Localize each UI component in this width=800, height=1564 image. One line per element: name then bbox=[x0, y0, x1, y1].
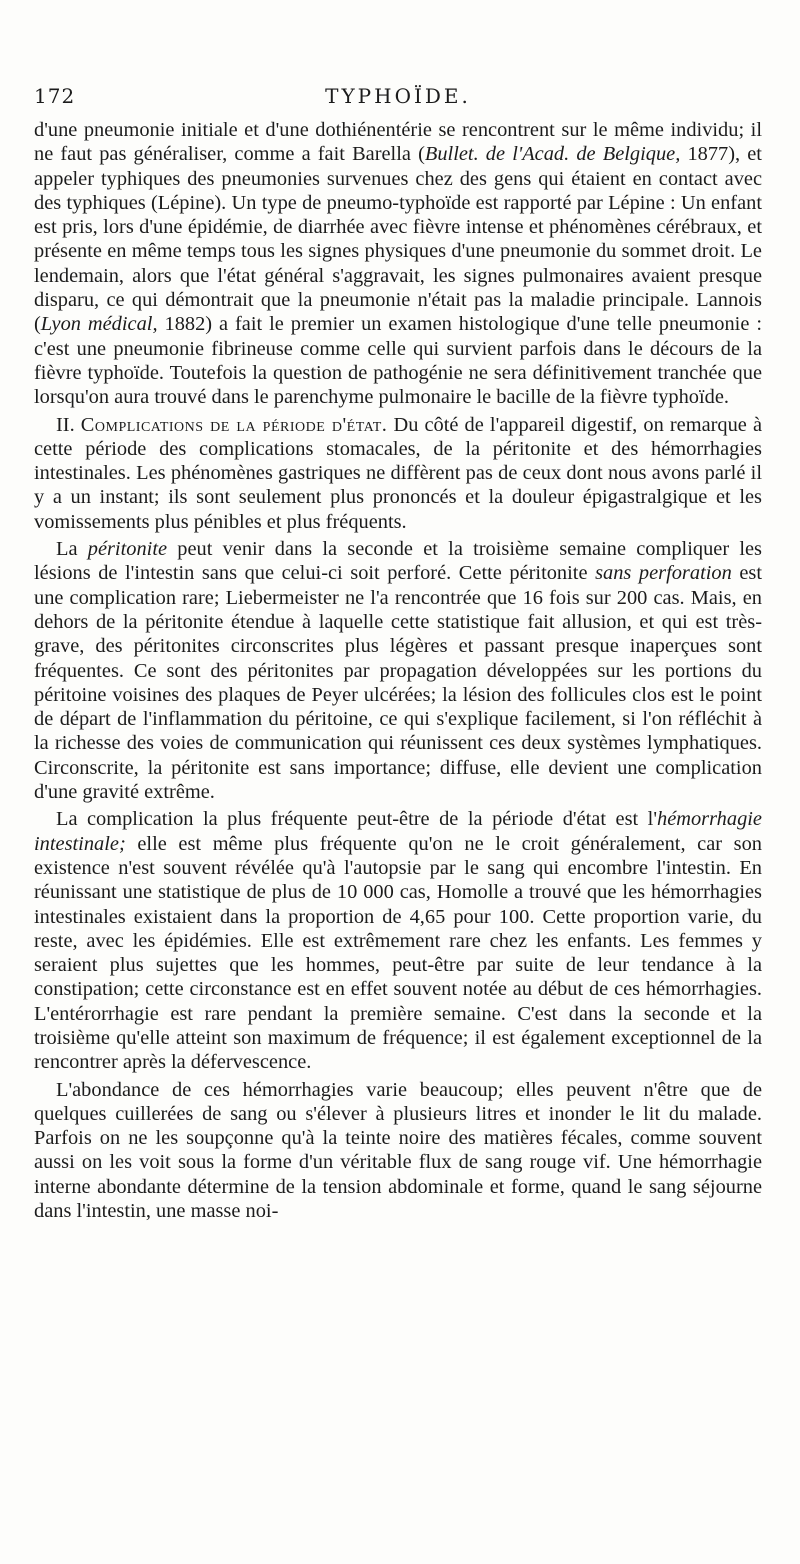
text-run: 1877), et appeler typhiques des pneumonies survenues chez des gens qui étaient en contact avec des typhiques (Lépine). Un type de pneumo-typhoïde est rapporté par Lépine : Un enfant est pris, lors d'une épidémie, de diarrhée avec fièvre intense et phénomènes cérébraux, et présente en même temps tous les signes physiques d'une pneumonie du sommet droit. Le lendemain, alors que l'état général s'aggravait, les signes pulmonaires avaient presque disparu, ce qui démontrait que la pneumonie n'était pas la maladie principale. Lannois ( bbox=[34, 143, 762, 336]
running-head bbox=[34, 84, 762, 114]
text-run: La complication la plus fréquente peut-être de la période d'état est l' bbox=[56, 808, 658, 831]
page-number: 172 bbox=[34, 84, 76, 108]
italic-text: Lyon médical, bbox=[40, 313, 158, 336]
paragraph-pneumonie bbox=[34, 118, 762, 410]
text-run: La bbox=[56, 538, 88, 561]
paragraph-hemorrhagie bbox=[34, 807, 762, 1074]
italic-text: péritonite bbox=[87, 538, 168, 561]
italic-text: Bullet. de l'Acad. de Belgique, bbox=[424, 143, 681, 166]
paragraph-peritonite bbox=[34, 537, 762, 804]
text-run: elle est même plus fréquente qu'on ne le croit généralement, car son existence n'est souvent révélée qu'à l'autopsie par le sang qui encombre l'intestin. En réunissant une statistique de plus de 10 000 cas, Homolle a trouvé que les hémorrhagies intestinales existaient dans la proportion de 4,65 pour 100. Cette proportion varie, du reste, avec les épidémies. Elle est extrêmement rare chez les enfants. Les femmes y seraient plus sujettes que les hommes, peut-être par suite de leur tendance à la constipation; cette circonstance est en effet souvent notée au début de ces hémorrhagies. L'entérorrhagie est rare pendant la première semaine. C'est dans la seconde et la troisième qu'elle atteint son maximum de fréquence; il est également exceptionnel de la rencontrer après la défervescence. bbox=[34, 832, 762, 1074]
text-run: Du côté de l'appareil digestif, on remarque à cette période des complications stomacales, de la péritonite et des hémorrhagies intestinales. Les phénomènes gastriques ne diffèrent pas de ceux dont nous avons parlé il y a un instant; ils sont seulement plus prononcés et la douleur épigastralgique et les vomissements plus pénibles et plus fréquents. bbox=[34, 413, 762, 533]
text-run: 1882) a fait le premier un examen histologique d'une telle pneumonie : c'est une pneumonie fibrineuse comme celle qui survient parfois dans le décours de la fièvre typhoïde. Toutefois la question de pathogénie ne sera définitivement tranchée que lorsqu'on aura trouvé dans le parenchyme pulmonaire le bacille de la fièvre typhoïde. bbox=[34, 313, 762, 409]
text-run: d'une pneumonie initiale et d'une dothiénentérie se rencontrent sur le même individu; il ne faut pas généraliser, comme a fait Barella ( bbox=[34, 119, 762, 166]
body-text bbox=[34, 118, 762, 1223]
text-run: II. bbox=[56, 413, 81, 436]
text-run: L'abondance de ces hémorrhagies varie beaucoup; elles peuvent n'être que de quelques cuillerées de sang ou s'élever à plusieurs litres et inonder le lit du malade. Parfois on ne les soupçonne qu'à la teinte noire des matières fécales, comme souvent aussi on les voit sous la forme d'un véritable flux de sang rouge vif. Une hémorrhagie interne abondante détermine de la tension abdominale et forme, quand le sang séjourne dans l'intestin, une masse noi- bbox=[34, 1078, 762, 1223]
text-run: est une complication rare; Liebermeister ne l'a rencontrée que 16 fois sur 200 cas. Mais, en dehors de la péritonite étendue à laquelle cette statistique fait allusion, et qui est très-grave, des péritonites circonscrites plus légères et passant presque inaperçues sont fréquentes. Ce sont des péritonites par propagation développées sur les portions du péritoine voisines des plaques de Peyer ulcérées; la lésion des follicules clos est le point de départ de l'inflammation du péritoine, ce qui s'explique facilement, si l'on réfléchit à la richesse des voies de communication qui réunissent ces deux systèmes lymphatiques. Circonscrite, la péritonite est sans importance; diffuse, elle devient une complication d'une gravité extrême. bbox=[34, 562, 762, 804]
italic-text: sans perforation bbox=[595, 562, 732, 585]
paragraph-abondance bbox=[34, 1078, 762, 1224]
paragraph-complications-etat bbox=[34, 413, 762, 534]
text-run: peut venir dans la seconde et la troisième semaine compliquer les lésions de l'intestin sans que celui-ci soit perforé. Cette péritonite bbox=[34, 538, 762, 585]
small-caps-heading: Complications de la période d'état. bbox=[80, 413, 388, 436]
chapter-title: TYPHOÏDE. bbox=[325, 84, 471, 108]
italic-text: hémorrhagie intestinale; bbox=[34, 808, 762, 855]
